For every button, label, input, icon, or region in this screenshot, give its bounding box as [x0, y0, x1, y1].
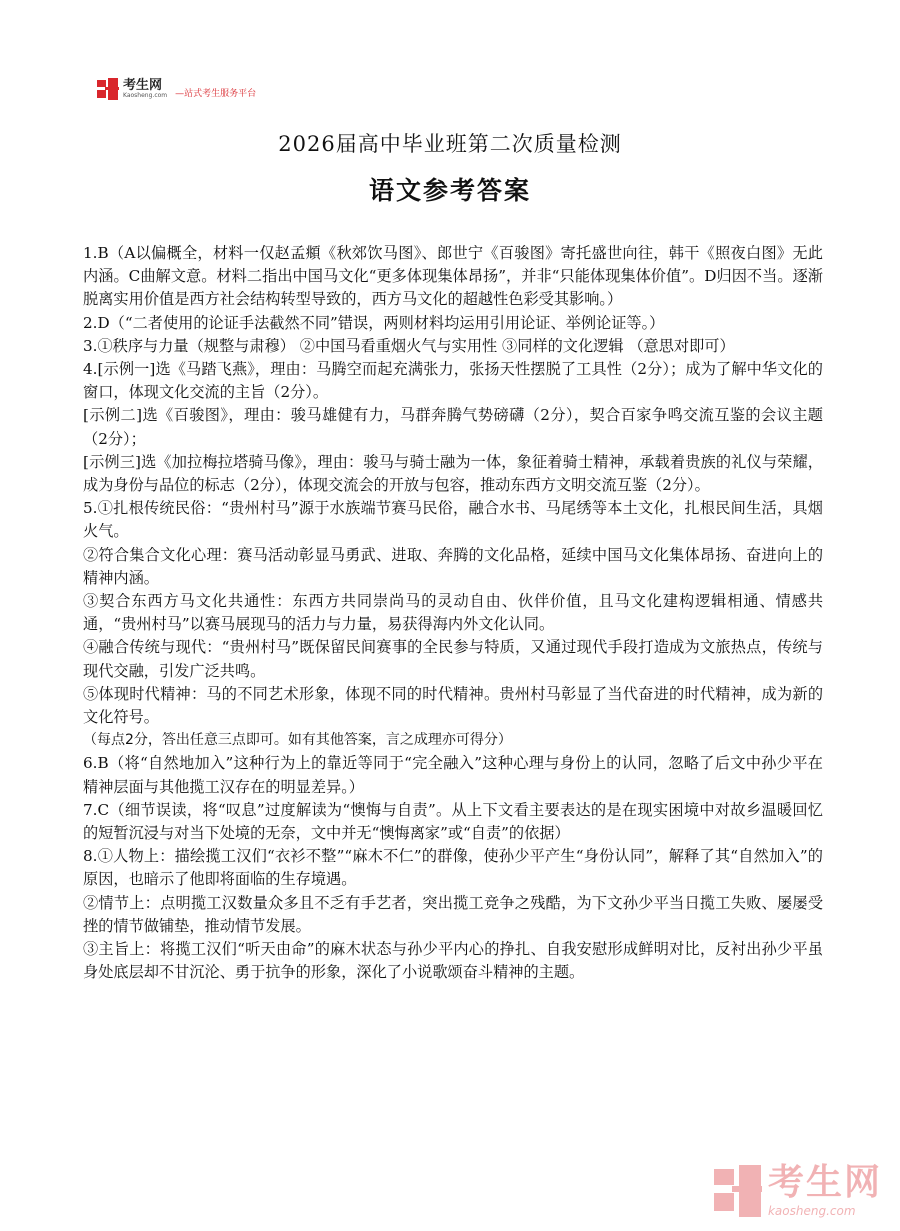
answer-paragraph: ③主旨上：将揽工汉们“听天由命”的麻木状态与孙少平内心的挣扎、自我安慰形成鲜明对比，反衬出孙少平虽身处底层却不甘沉沦、勇于抗争的形象，深化了小说歌颂奋斗精神的主题。: [83, 940, 823, 982]
watermark-icon: [714, 1165, 762, 1217]
answer-paragraph: 3.①秩序与力量（规整与肃穆） ②中国马看重烟火气与实用性 ③同样的文化逻辑 （意思对即可）: [83, 336, 735, 355]
logo-icon: [97, 78, 119, 100]
answer-paragraph: 8.①人物上：描绘揽工汉们“衣衫不整”“麻木不仁”的群像，使孙少平产生“身份认同”，解释了其“自然加入”的原因，也暗示了他即将面临的生存境遇。: [83, 847, 823, 889]
watermark-name: 考生网: [767, 1162, 882, 1203]
watermark-logo: [714, 1162, 882, 1218]
answer-paragraph: ②符合集合文化心理：赛马活动彰显马勇武、进取、奔腾的文化品格，延续中国马文化集体昂扬、奋进向上的精神内涵。: [83, 545, 823, 587]
answer-paragraph: 6.B（将“自然地加入”这种行为上的靠近等同于“完全融入”这种心理与身份上的认同，忽略了后文中孙少平在精神层面与其他揽工汉存在的明显差异。）: [83, 754, 823, 796]
answer-paragraph: ⑤体现时代精神：马的不同艺术形象，体现不同的时代精神。贵州村马彰显了当代奋进的时代精神，成为新的文化符号。: [83, 684, 823, 727]
logo-name: 考生网: [123, 78, 163, 93]
scoring-note: （每点2分，答出任意三点即可。如有其他答案，言之成理亦可得分）: [83, 732, 512, 749]
answer-paragraph: [示例三]选《加拉梅拉塔骑马像》，理由：骏马与骑士融为一体，象征着骑士精神，承载着贵族的礼仪与荣耀，成为身份与品位的标志（2分），体现交流会的开放与包容，推动东西方文明交流互鉴（2分）。: [83, 452, 823, 495]
answer-paragraph: 4.[示例一]选《马踏飞燕》，理由：马腾空而起充满张力，张扬天性摆脱了工具性（2分）；成为了解中华文化的窗口，体现文化交流的主旨（2分）。: [83, 360, 823, 402]
answer-paragraph: ③契合东西方马文化共通性：东西方共同崇尚马的灵动自由、伙伴价值，且马文化建构逻辑相通、情感共通，“贵州村马”以赛马展现马的活力与力量，易获得海内外文化认同。: [83, 592, 823, 634]
page-title: 2026届高中毕业班第二次质量检测: [278, 132, 622, 156]
watermark-text: [767, 1162, 882, 1218]
logo-url: Kaosheng.com: [123, 92, 168, 99]
site-logo[interactable]: [97, 76, 256, 102]
logo-slogan: —站式考生服务平台: [175, 88, 257, 99]
watermark-url: kaosheng.com: [767, 1204, 856, 1218]
answer-paragraph: 1.B（A以偏概全，材料一仅赵孟頫《秋郊饮马图》、郎世宁《百骏图》寄托盛世向往，韩干《照夜白图》无此内涵。C曲解文意。材料二指出中国马文化“更多体现集体昂扬”，并非“只能体现集体价值”。D归因不当。逐渐脱离实用价值是西方社会结构转型导致的，西方马文化的超越性色彩受其影响。）: [83, 244, 823, 309]
answer-paragraph: 7.C（细节误读，将“叹息”过度解读为“懊悔与自责”。从上下文看主要表达的是在现实困境中对故乡温暖回忆的短暂沉浸与对当下处境的无奈，文中并无“懊悔离家”或“自责”的依据）: [83, 800, 823, 843]
page-subtitle: 语文参考答案: [368, 176, 531, 205]
answer-paragraph: [示例二]选《百骏图》，理由：骏马雄健有力，马群奔腾气势磅礴（2分），契合百家争鸣交流互鉴的会议主题（2分）；: [83, 406, 823, 448]
answer-body: [83, 242, 823, 985]
logo-text: [123, 79, 167, 99]
answer-paragraph: ②情节上：点明揽工汉数量众多且不乏有手艺者，突出揽工竞争之残酷，为下文孙少平当日揽工失败、屡屡受挫的情节做铺垫，推动情节发展。: [83, 893, 823, 935]
answer-paragraph: 2.D（“二者使用的论证手法截然不同”错误，两则材料均运用引用论证、举例论证等。）: [83, 313, 665, 332]
answer-paragraph: ④融合传统与现代：“贵州村马”既保留民间赛事的全民参与特质，又通过现代手段打造成为文旅热点，传统与现代交融，引发广泛共鸣。: [83, 638, 823, 680]
answer-paragraph: 5.①扎根传统民俗：“贵州村马”源于水族端节赛马民俗，融合水书、马尾绣等本土文化，扎根民间生活，具烟火气。: [83, 499, 823, 541]
